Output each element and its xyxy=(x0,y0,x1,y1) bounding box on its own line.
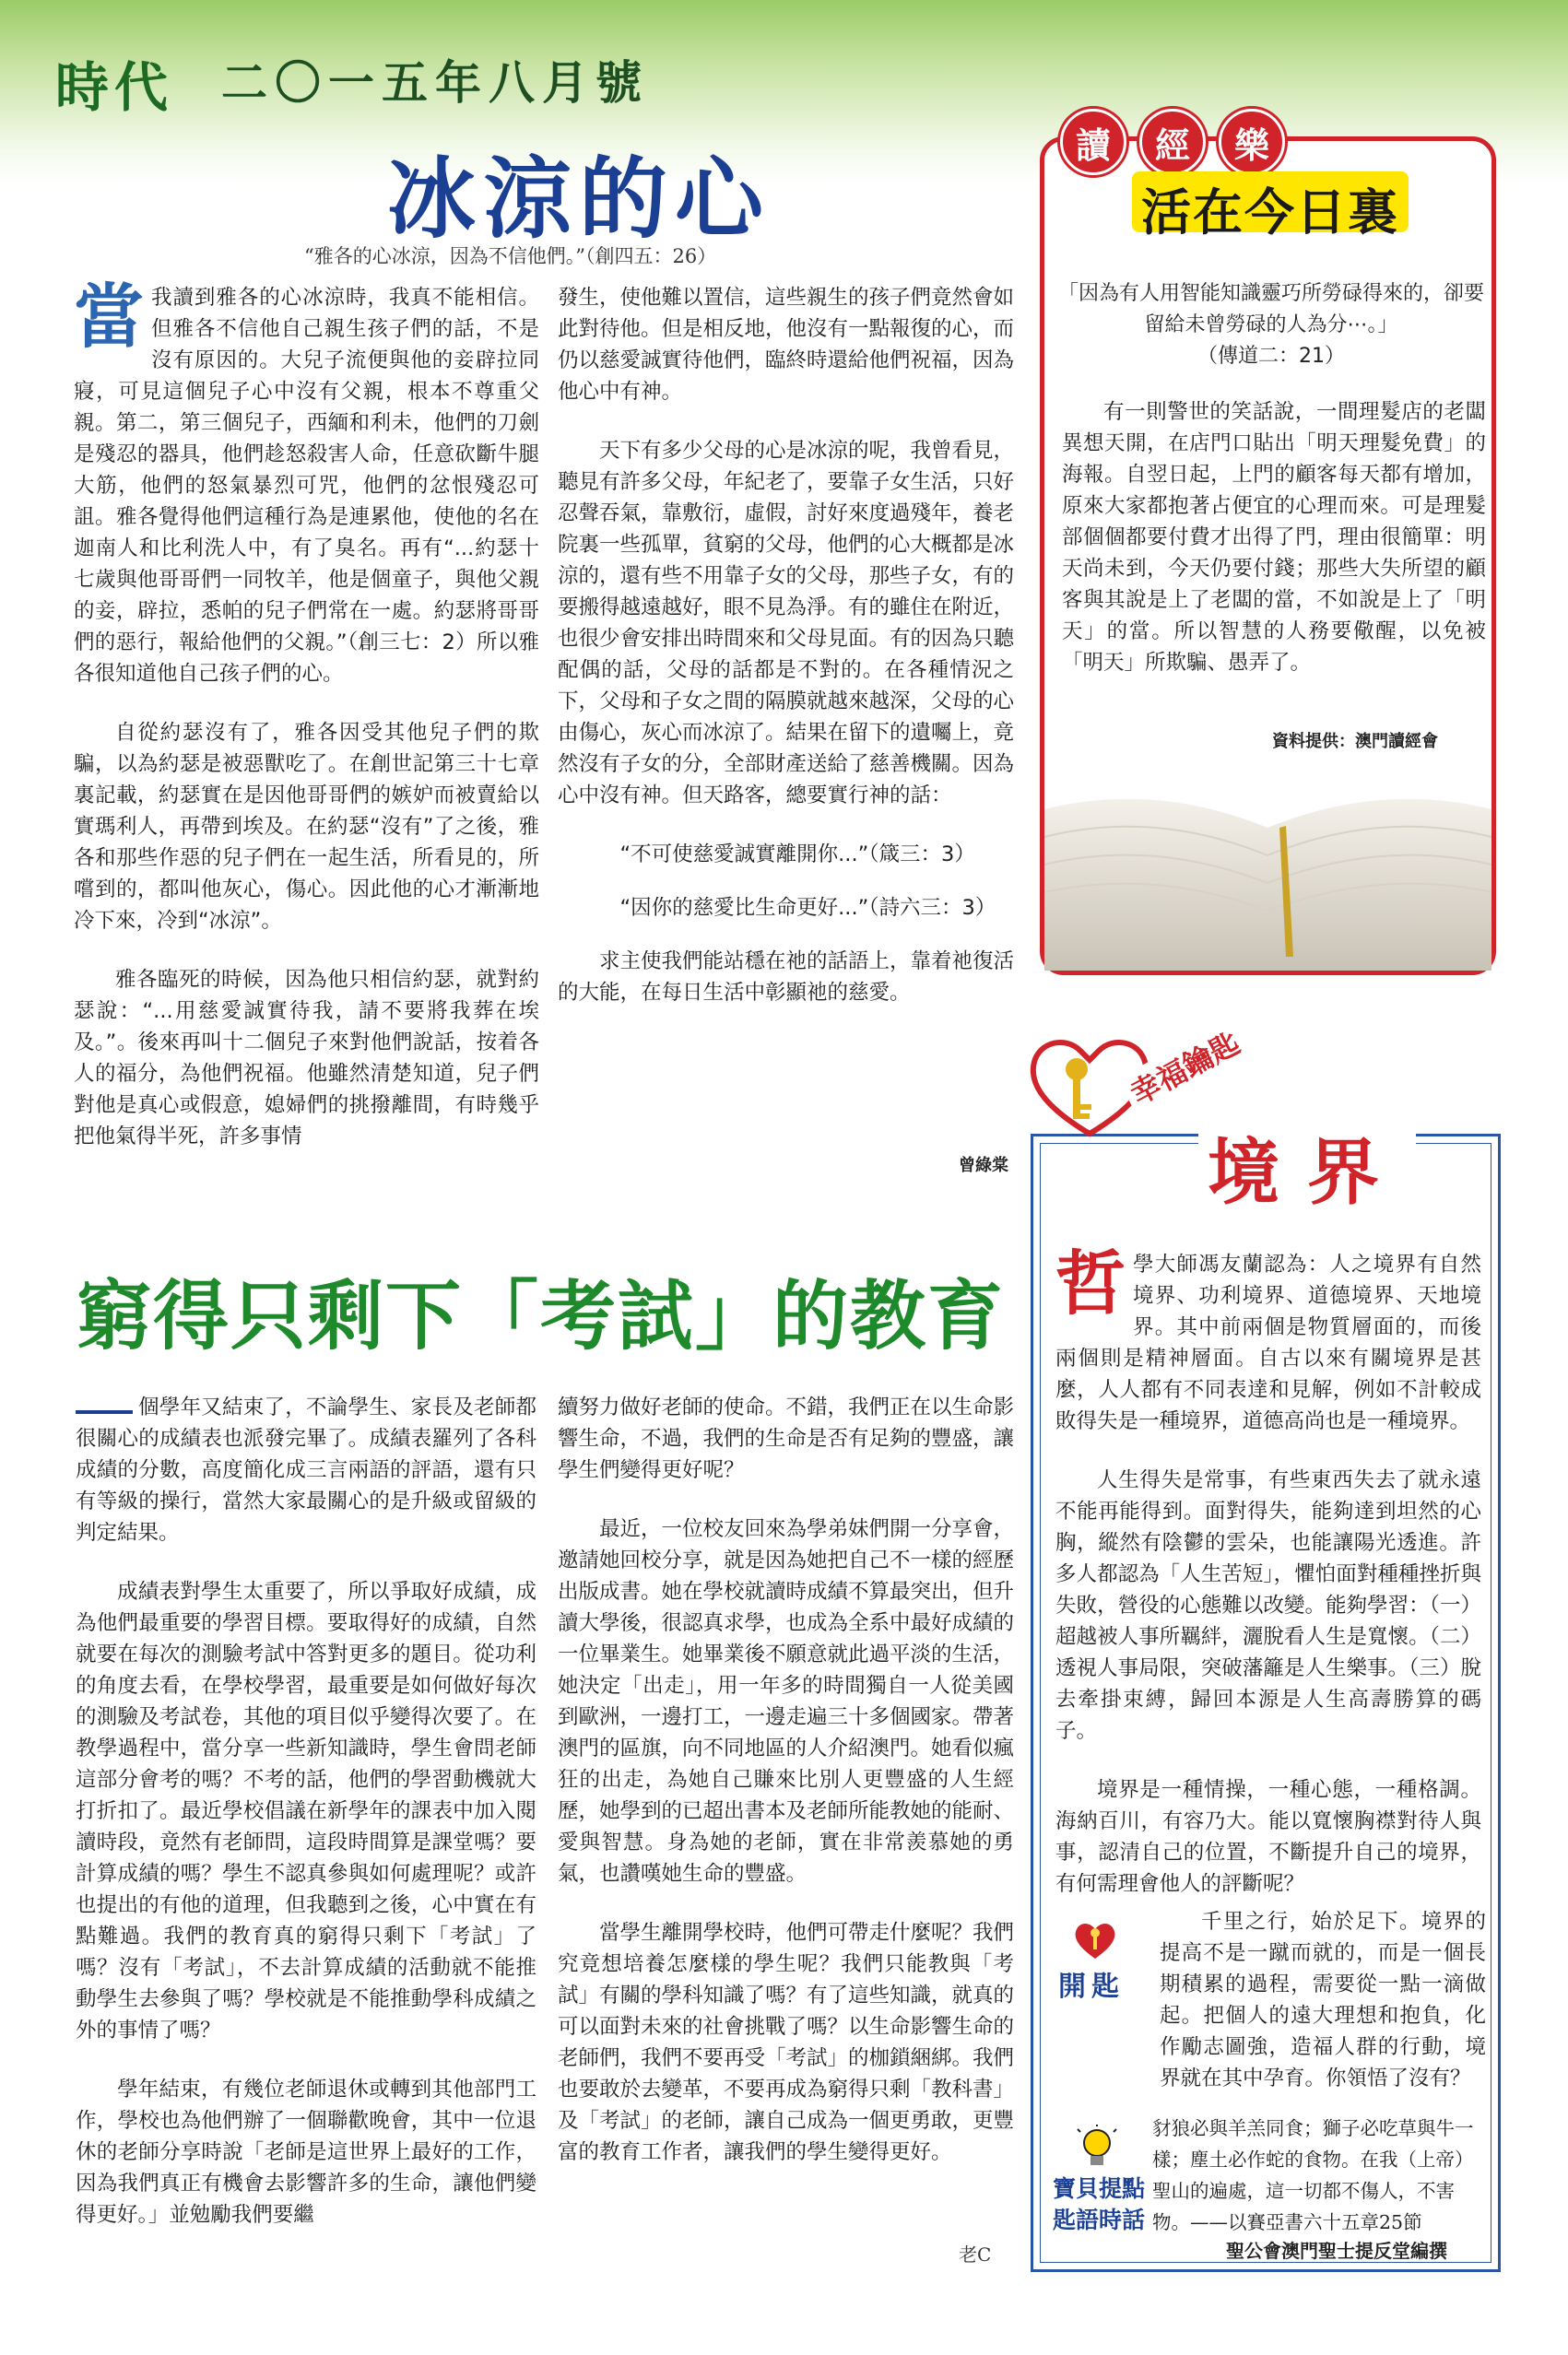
article1-quote: “不可使慈愛誠實離開你...”（箴三：3） xyxy=(619,842,975,866)
sidebar1-para: 有一則警世的笑話說，一間理髮店的老闆異想天開，在店門口貼出「明天理髮免費」的海報。自翌日起，上門的顧客每天都有增加，原來大家都抱著占便宜的心理而來。可是理髮部個個都要付費才出得了門，理由很簡單：明天尚未到，今天仍要付錢；那些大失所望的顧客與其說是上了老闆的當，不如說是上了「明天」的當。所以智慧的人務要儆醒，以免被「明天」所欺騙、愚弄了。 xyxy=(1062,400,1486,675)
sidebar2-body xyxy=(1055,1242,1481,1927)
masthead-issue: 二〇一五年八月號 xyxy=(221,56,649,110)
key-heart-icon xyxy=(1067,1913,1123,1968)
article2-para: 當學生離開學校時，他們可帶走什麼呢？我們究竟想培養怎麼樣的學生呢？我們只能教與「考試」有關的學科知識了嗎？有了這些知識，就真的可以面對未來的社會挑戰了嗎？以生命影響生命的老師們，我們不要再受「考試」的枷鎖綑綁。我們也要敢於去變革，不要再成為窮得只剩「教科書」及「考試」的老師，讓自己成為一個更勇敢，更豐富的教育工作者，讓我們的學生變得更好。 xyxy=(558,1921,1015,2164)
article1-quote: “因你的慈愛比生命更好...”（詩六三：3） xyxy=(619,896,996,920)
article1-para: 自從約瑟沒有了，雅各因受其他兒子們的欺騙，以為約瑟是被惡獸吃了。在創世記第三十七章裏記載，約瑟實在是因他哥哥們的嫉妒而被賣給以實瑪利人，再帶到埃及。在約瑟“沒有”了之後，雅各和那些作惡的兒子們在一起生活，所看見的，所嚐到的，都叫他灰心，傷心。因此他的心才漸漸地冷下來，冷到“冰涼”。 xyxy=(74,721,539,933)
article2-column-1 xyxy=(76,1392,536,2258)
badge-jing: 經 xyxy=(1139,109,1206,175)
lightbulb-icon xyxy=(1077,2125,1117,2172)
article1-epigraph: “雅各的心冰涼，因為不信他們。”（創四五：26） xyxy=(304,245,717,267)
sidebar2-title: 境界 xyxy=(1198,1115,1416,1219)
sidebar1-verse xyxy=(1058,278,1484,372)
article1-author: 曾綠棠 xyxy=(959,1156,1008,1175)
sidebar1-verse-ref: （傳道二：21） xyxy=(1197,345,1345,368)
article2-lead-dash xyxy=(76,1410,133,1414)
article2-para: 最近，一位校友回來為學弟妹們開一分享會，邀請她回校分享，就是因為她把自己不一樣的經歷出版成書。她在學校就讀時成績不算最突出，但升讀大學後，很認真求學，也成為全系中最好成績的一位畢業生。她畢業後不願意就此過平淡的生活，她決定「出走」，用一年多的時間獨自一人從美國到歐洲，一邊打工，一邊走遍三十多個國家。帶著澳門的區旗，向不同地區的人介紹澳門。她看似瘋狂的出走，為她自己賺來比別人更豐盛的人生經歷，她學到的已超出書本及老師所能教她的能耐、愛與智慧。身為她的老師，實在非常羨慕她的勇氣，也讚嘆她生命的豐盛。 xyxy=(558,1517,1015,1886)
open-book-image xyxy=(1044,772,1491,971)
article1-column-1 xyxy=(74,276,539,1180)
badge-du: 讀 xyxy=(1060,109,1126,175)
article2-title: 窮得只剩下「考試」的教育 xyxy=(76,1273,1006,1360)
article2-para: 學年結束，有幾位老師退休或轉到其他部門工作，學校也為他們辦了一個聯歡晚會，其中一位退休的老師分享時說「老師是這世界上最好的工作，因為我們真正有機會去影響許多的生命，讓他們變得更好。」並勉勵我們要繼 xyxy=(76,2078,536,2227)
article1-column-2 xyxy=(558,282,1014,1036)
article2-column-2 xyxy=(558,1392,1014,2196)
bulb-body: 豺狼必與羊羔同食；獅子必吃草與牛一樣；塵土必作蛇的食物。在我（上帝）聖山的遍處，這一切都不傷人，不害物。——以賽亞書六十五章25節 xyxy=(1152,2117,1474,2233)
sidebar2-para: 哲學大師馮友蘭認為：人之境界有自然境界、功利境界、道德境界、天地境界。其中前兩個是物質層面的，而後兩個則是精神層面。自古以來有關境界是甚麼，人人都有不同表達和見解，例如不計較成敗得失是一種境界，道德高尚也是一種境界。 xyxy=(1055,1242,1481,1433)
sidebar1-verse-text: 「因為有人用智能知識靈巧所勞碌得來的，卻要留給未曾勞碌的人為分⋯。」 xyxy=(1058,282,1485,336)
article2-para: 個學年又結束了，不論學生、家長及老師都很關心的成績表也派發完畢了。成績表羅列了各科成績的分數，高度簡化成三言兩語的評語，還有只有等級的操行，當然大家最關心的是升級或留級的判定結果。 xyxy=(76,1395,536,1545)
article1-para: 天下有多少父母的心是冰涼的呢，我曾看見，聽見有許多父母，年紀老了，要靠子女生活，只好忍聲吞氣，靠敷衍，虛假，討好來度過殘年，養老院裏一些孤單，貧窮的父母，他們的心大概都是冰涼的，還有些不用靠子女的父母，那些子女，有的要搬得越遠越好，眼不見為淨。有的雖住在附近，也很少會安排出時間來和父母見面。有的因為只聽配偶的話，父母的話都是不對的。在各種情況之下，父母和子女之間的隔膜就越來越深，父母的心由傷心，灰心而冰涼了。結果在留下的遺囑上，竟然沒有子女的分，全部財產送給了慈善機關。因為心中沒有神。但天路客，總要實行神的話： xyxy=(558,439,1015,807)
key-label: 開匙 xyxy=(1058,1971,1125,2003)
sidebar2-para: 境界是一種情操，一種心態，一種格調。海納百川，有容乃大。能以寬懷胸襟對待人與事，認清自己的位置，不斷提升自己的境界，有何需理會他人的評斷呢？ xyxy=(1055,1778,1481,1896)
sidebar1-source: 資料提供：澳門讀經會 xyxy=(1272,732,1438,751)
badge-le: 樂 xyxy=(1219,109,1285,175)
article2-para: 續努力做好老師的使命。不錯，我們正在以生命影響生命，不過，我們的生命是否有足夠的豐盛，讓學生們變得更好呢？ xyxy=(558,1395,1015,1482)
masthead-brand: 時代 xyxy=(55,56,174,119)
bulb-label: 寶貝提點匙語時話 xyxy=(1053,2175,1146,2233)
key-text: 千里之行，始於足下。境界的提高不是一蹴而就的，而是一個長期積累的過程，需要從一點一滴做起。把個人的遠大理想和抱負，化作勵志圖強，造福人群的行動，境界就在其中孕育。你領悟了沒有？ xyxy=(1160,1910,1486,2090)
sidebar2-label: 幸福鑰匙 xyxy=(1117,1018,1251,1115)
article1-para: 當我讀到雅各的心冰涼時，我真不能相信。但雅各不信他自己親生孩子們的話，不是沒有原因的。大兒子流便與他的妾辟拉同寢，可見這個兒子心中沒有父親，根本不尊重父親。第二，第三個兒子，西緬和利未，他們的刀劍是殘忍的器具，他們趁怒殺害人命，任意砍斷牛腿大筋，他們的怒氣暴烈可咒，他們的忿恨殘忍可詛。雅各覺得他們這種行為是連累他，使他的名在迦南人和比利洗人中，有了臭名。再有“...約瑟十七歲與他哥哥們一同牧羊，他是個童子，與他父親的妾，辟拉，悉帕的兒子們常在一處。約瑟將哥哥們的惡行，報給他們的父親。”（創三七：2）所以雅各很知道他自己孩子們的心。 xyxy=(74,276,539,686)
sidebar-badges xyxy=(1060,109,1285,175)
sidebar2-footer: 聖公會澳門聖士提反堂編撰 xyxy=(1226,2240,1447,2262)
sidebar2-para: 人生得失是常事，有些東西失去了就永遠不能再能得到。面對得失，能夠達到坦然的心胸，縱然有陰鬱的雲朵，也能讓陽光透進。許多人都認為「人生苦短」，懼怕面對種種挫折與失敗，營役的心態難以改變。能夠學習：（一）超越被人事所羈絆，灑脫看人生是寬懷。（二）透視人事局限，突破藩籬是人生樂事。（三）脫去牽掛束縛，歸回本源是人生高壽勝算的碼子。 xyxy=(1055,1468,1481,1743)
sidebar1-title: 活在今日裏 xyxy=(1141,183,1399,241)
article1-dropcap: 當 xyxy=(74,276,144,358)
article1-title: 冰涼的心 xyxy=(387,147,771,251)
sidebar2-dropcap: 哲 xyxy=(1055,1242,1126,1325)
sidebar1-body xyxy=(1062,396,1486,706)
article1-para: 求主使我們能站穩在祂的話語上，靠着祂復活的大能，在每日生活中彰顯祂的慈愛。 xyxy=(558,949,1015,1005)
page-number: 老C xyxy=(959,2243,992,2266)
key-body xyxy=(1160,1906,1486,2122)
article2-para: 成績表對學生太重要了，所以爭取好成績，成為他們最重要的學習目標。要取得好的成績，自然就要在每次的測驗考試中答對更多的題目。從功利的角度去看，在學校學習，最重要是如何做好每次的測驗及考試卷，其他的項目似乎變得次要了。在教學過程中，當分享一些新知識時，學生會問老師這部分會考的嗎？不考的話，他們的學習動機就大打折扣了。最近學校倡議在新學年的課表中加入閱讀時段，竟然有老師問，這段時間算是課堂嗎？要計算成績的嗎？學生不認真參與如何處理呢？或許也提出的有他的道理，但我聽到之後，心中實在有點難過。我們的教育真的窮得只剩下「考試」了嗎？沒有「考試」，不去計算成績的活動就不能推動學生去參與了嗎？學校就是不能推動學科成績之外的事情了嗎？ xyxy=(76,1580,536,2043)
article1-para: 發生，使他難以置信，這些親生的孩子們竟然會如此對待他。但是相反地，他沒有一點報復的心，而仍以慈愛誠實待他們，臨終時還給他們祝福，因為他心中有神。 xyxy=(558,286,1015,404)
article1-para: 雅各臨死的時候，因為他只相信約瑟，就對約瑟說：“...用慈愛誠實待我，請不要將我葬在埃及。”。後來再叫十二個兒子來對他們說話，按着各人的福分，為他們祝福。他雖然清楚知道，兒子們對他是真心或假意，媳婦們的挑撥離間，有時幾乎把他氣得半死，許多事情 xyxy=(74,968,539,1148)
